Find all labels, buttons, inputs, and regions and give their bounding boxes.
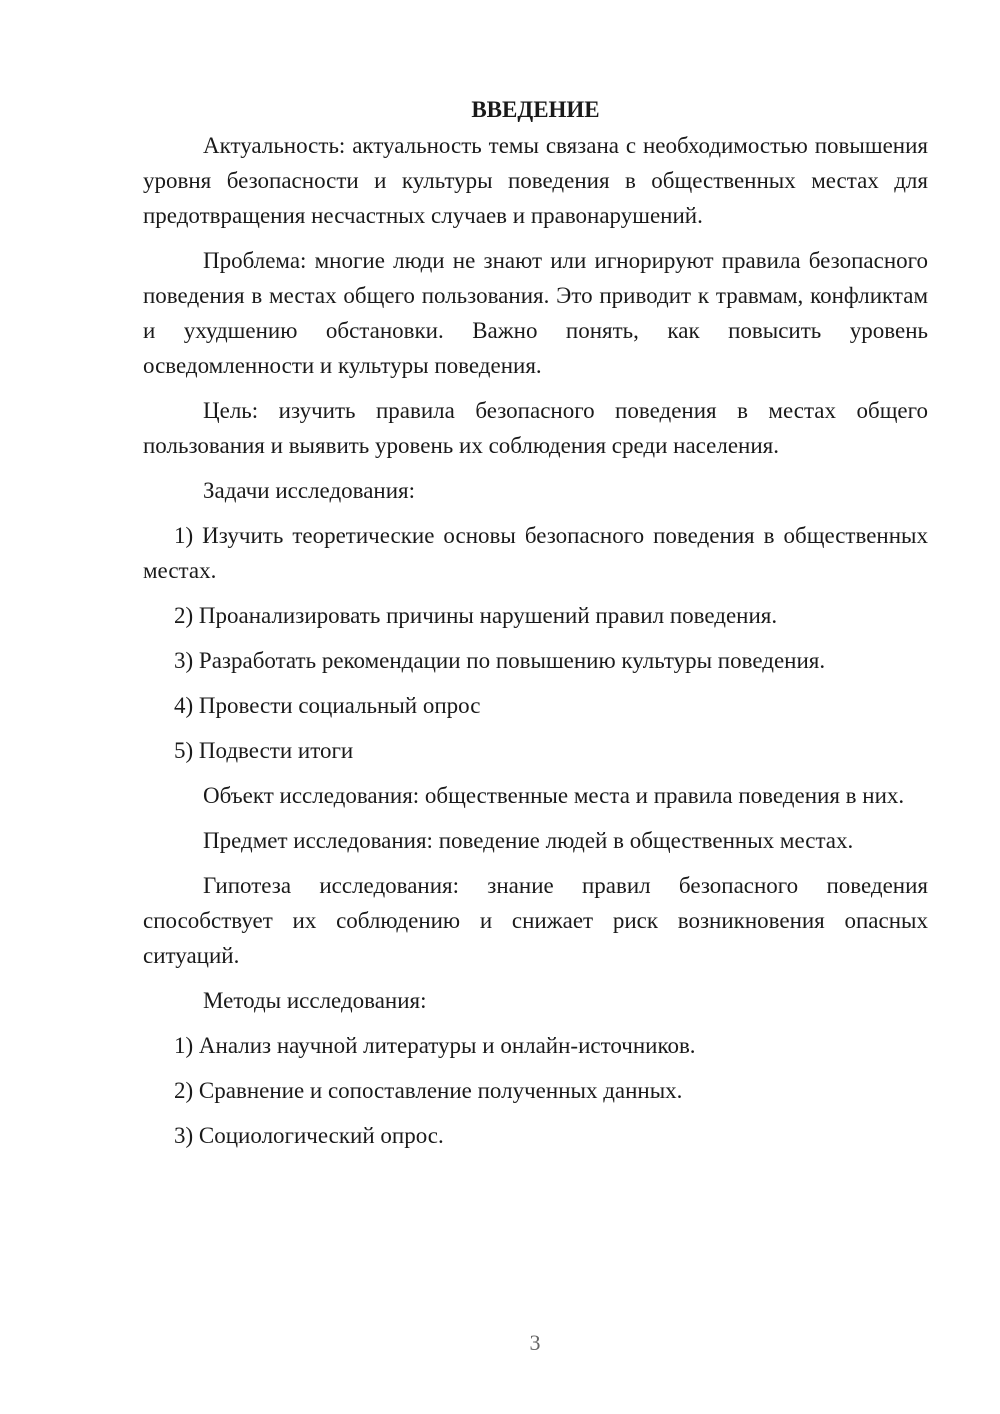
goal-paragraph: Цель: изучить правила безопасного поведения в местах общего пользования и выявить уровень их соблюдения среди населения.	[143, 398, 928, 458]
method-item-1: 1) Анализ научной литературы и онлайн-источников.	[174, 1033, 696, 1058]
task-item-3: 3) Разработать рекомендации по повышению культуры поведения.	[174, 648, 826, 673]
problem-paragraph: Проблема: многие люди не знают или игнорируют правила безопасного поведения в местах общего пользования. Это приводит к травмам, конфликтам и ухудшению обстановки. Важно понять, как повысить уровень осведомленности и культуры поведения.	[143, 248, 928, 378]
task-item-2: 2) Проанализировать причины нарушений правил поведения.	[174, 603, 778, 628]
section-heading: ВВЕДЕНИЕ	[471, 97, 600, 122]
object-paragraph: Объект исследования: общественные места и правила поведения в них.	[203, 783, 905, 808]
task-item-4: 4) Провести социальный опрос	[174, 693, 481, 718]
hypothesis-paragraph: Гипотеза исследования: знание правил безопасного поведения способствует их соблюдению и снижает риск возникновения опасных ситуаций.	[143, 873, 928, 968]
task-item-5: 5) Подвести итоги	[174, 738, 354, 763]
page-number: 3	[529, 1330, 541, 1355]
relevance-paragraph: Актуальность: актуальность темы связана с необходимостью повышения уровня безопасности и культуры поведения в общественных местах для предотвращения несчастных случаев и правонарушений.	[143, 133, 928, 228]
method-item-3: 3) Социологический опрос.	[174, 1123, 444, 1148]
task-item-1: 1) Изучить теоретические основы безопасного поведения в общественных местах.	[143, 523, 928, 583]
tasks-label: Задачи исследования:	[203, 478, 416, 503]
methods-label: Методы исследования:	[203, 988, 427, 1013]
subject-paragraph: Предмет исследования: поведение людей в общественных местах.	[203, 828, 854, 853]
method-item-2: 2) Сравнение и сопоставление полученных данных.	[174, 1078, 683, 1103]
document-body	[143, 92, 928, 1163]
